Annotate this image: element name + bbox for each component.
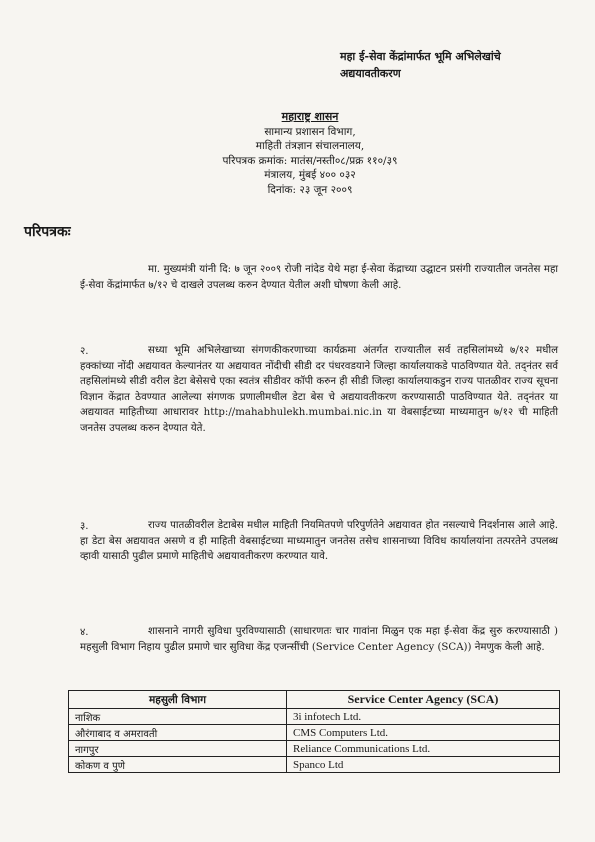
circular-date: दिनांक: २३ जून २००९ [267, 183, 353, 196]
circular-title: परिपत्रकः [24, 224, 71, 240]
table-header-row [69, 691, 560, 709]
sca-table [68, 690, 560, 773]
division-cell: नाशिक [69, 709, 287, 725]
paragraph-2-number: २. [80, 346, 89, 357]
paragraph-1: मा. मुख्यमंत्री यांनी दि: ७ जून २००९ रोजी नांदेड येथे महा ई-सेवा केंद्राच्या उद्घाटन प्रसंगी राज्यातील जनतेस महा ई-सेवा केंद्रांमार्फत ७/१२ चे दाखले उपलब्ध करुन देण्यात येतील अशी घोषणा केली आहे. [80, 264, 558, 291]
department-name: सामान्य प्रशासन विभाग, [264, 125, 356, 138]
sca-cell: Reliance Communications Ltd. [287, 741, 560, 757]
directorate-name: माहिती तंत्रज्ञान संचालनालय, [255, 140, 365, 152]
table-row [69, 725, 560, 741]
column-header-division: महसुली विभाग [69, 691, 287, 709]
column-header-sca: Service Center Agency (SCA) [287, 691, 560, 709]
letterhead [150, 110, 470, 197]
paragraph-4-number: ४. [80, 627, 89, 638]
subject-line-1: महा ई-सेवा केंद्रांमार्फत भूमि अभिलेखांचे [340, 50, 501, 63]
table-row [69, 741, 560, 757]
division-cell: नागपुर [69, 741, 287, 757]
subject-heading [340, 48, 570, 82]
division-cell: औरंगाबाद व अमरावती [69, 725, 287, 741]
paragraph-3: राज्य पातळीवरील डेटाबेस मधील माहिती नियमितपणे परिपुर्णतेने अद्ययावत होत नसल्याचे निदर्शनास आले आहे. हा डेटा बेस अद्ययावत असणे व ही माहिती वेबसाईटच्या माध्यमातुन जनतेस तसेच शासनाच्या विविध कार्यालयांना तत्परतेने उपलब्ध व्हावी यासाठी पुढील प्रमाणे माहितीचे अद्ययावतीकरण करण्यात यावे. [80, 520, 558, 563]
subject-line-2: अद्ययावतीकरण [340, 67, 401, 80]
paragraph-4: शासनाने नागरी सुविधा पुरविण्यासाठी (साधारणतः चार गावांना मिळुन एक महा ई-सेवा केंद्र सुरु करण्यासाठी ) महसुली विभाग निहाय पुढील प्रमाणे चार सुविधा केंद्र एजन्सींची (Service Center Agency (SCA)) नेमणुक केली आहे. [80, 626, 558, 653]
sca-cell: 3i infotech Ltd. [287, 709, 560, 725]
paragraph-2: सध्या भूमि अभिलेखाच्या संगणकीकरणाच्या कार्यक्रमा अंतर्गत राज्यातील सर्व तहसिलांमध्ये ७/१२ मधील हक्कांच्या नोंदी अद्ययावत केल्यानंतर या अद्ययावत नोंदीची सीडी दर पंधरवडयाने जिल्हा कार्यालयाकडे पाठविण्यात येते. तद्नंतर सर्व तहसिलांमध्ये सीडी वरील डेटा बेसेसचे एका स्वतंत्र सीडीवर कॉपी करुन ही सीडी जिल्हा कार्यालयाकडुन राज्य पातळीवर राज्य सूचना विज्ञान केंद्रात ठेवण्यात आलेल्या संगणक प्रणालीमधील डेटा बेस चे अद्ययावतीकरण करण्यासाठी पाठविण्यात येते. तद्नंतर या अद्ययावत माहितीच्या आधारावर http://mahabhulekh.mumbai.nic.in या वेबसाईटच्या माध्यमातुन ७/१२ ची माहिती जनतेस उपलब्ध करुन देण्यात येते. [80, 345, 558, 434]
sca-cell: Spanco Ltd [287, 757, 560, 773]
sca-cell: CMS Computers Ltd. [287, 725, 560, 741]
office-address: मंत्रालय, मुंबई ४०० ०३२ [264, 169, 356, 181]
table-row [69, 709, 560, 725]
paragraph-3-number: ३. [80, 521, 89, 532]
circular-number: परिपत्रक क्रमांक: मातंस/नस्ती०८/प्रक्र ११०/३९ [222, 154, 398, 167]
table-row [69, 757, 560, 773]
government-name: महाराष्ट्र शासन [281, 110, 339, 123]
division-cell: कोकण व पुणे [69, 757, 287, 773]
